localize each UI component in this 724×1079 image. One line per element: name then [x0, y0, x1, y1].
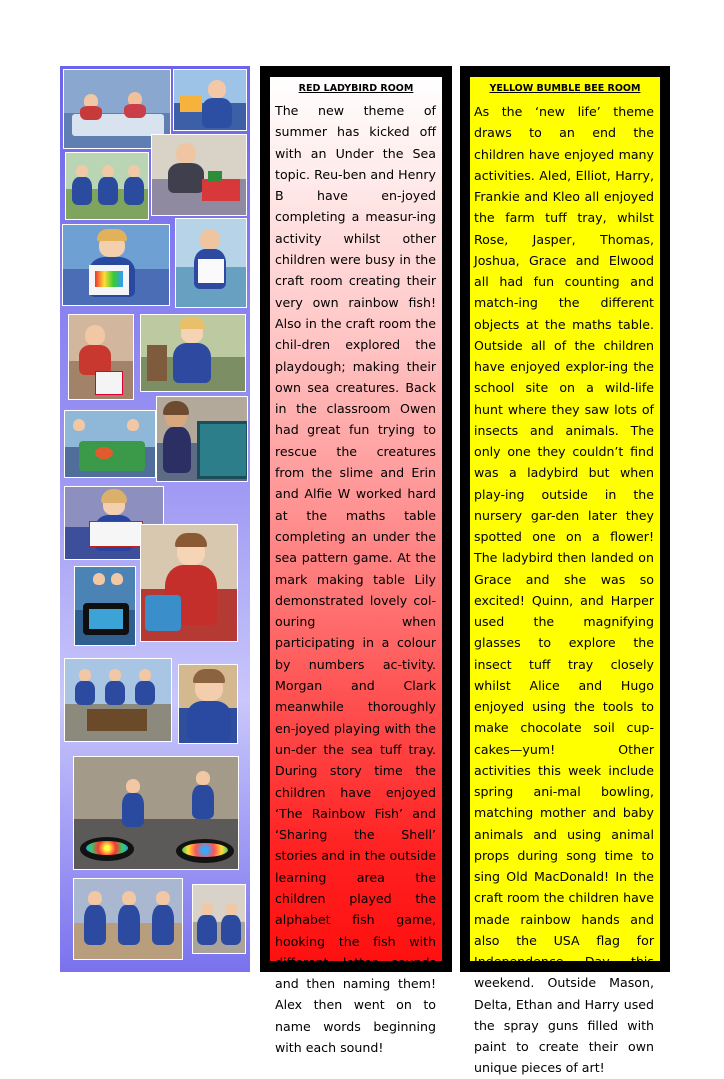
yellow-bumble-bee-room-panel — [460, 66, 670, 1076]
yellow-bumble-bee-room-content — [470, 77, 660, 1076]
photo-girl-with-rainbow-fish — [62, 224, 170, 306]
photo-collage — [60, 66, 250, 972]
photo-child-with-fish-bag — [68, 314, 134, 400]
photo-girls-with-flags — [73, 878, 183, 960]
photo-boy-closeup — [178, 664, 238, 744]
red-ladybird-room-text: The new theme of summer has kicked off with an Under the Sea topic. Reu-ben and Henry B have en-joyed completing a measur-ing activity whilst other children were busy in the craft room creating their very own rainbow fish! Also in the craft room the chil-dren explored the playdough; making their own sea creatures. Back in the classroom Owen had great fun trying to rescue the creatures from the slime and Erin and Alfie W worked hard at the maths table completing an under the sea pattern game. At the mark making table Lily demonstrated lovely col-ouring when participating in a colour by numbers ac-tivity. Morgan and Clark meanwhile thoroughly en-joyed playing with the un-der the sea tuff tray. During story time the children have enjoyed ‘The Rainbow Fish’ and ‘Sharing the Shell’ stories and in the outside learning area the children played the alphabet fish game, hooking the fish with different letter sounds and then naming them! Alex then went on to name words beginning with each sound! — [275, 103, 436, 1056]
photo-fish-game — [73, 756, 239, 870]
yellow-bumble-bee-room-title: YELLOW BUMBLE BEE ROOM — [489, 83, 641, 94]
photo-two-children-corridor — [192, 884, 246, 954]
red-ladybird-room-content — [270, 77, 442, 1056]
photo-sea-tuff-tray — [64, 410, 156, 478]
photo-sea-tray-bowl — [74, 566, 136, 646]
red-ladybird-room-title: RED LADYBIRD ROOM — [298, 83, 414, 94]
yellow-bumble-bee-room-text: As the ‘new life’ theme draws to an end the children have enjoyed many activities. Aled, Elliot, Harry, Frankie and Kleo all enjoyed the farm tuff tray, whilst Rose, Jasper, Thomas, Joshua, Grace and Elwood all had fun counting and match-ing the different objects at the maths table. Outside all of the children have enjoyed explor-ing the school site on a wild-life hunt where they saw lots of insects and animals. The only one they couldn’t find was a ladybird but when play-ing outside in the nursery gar-den later they spotted one on a flower! The ladybird then landed on Grace and she was so excited! Quinn, and Harper used the magnifying glasses to explore the insect tuff tray closely whilst Alice and Hugo enjoyed using the tools to make chocolate soil cup-cakes—yum! Other activities this week include spring ani-mal bowling, matching mother and baby animals and using animal props during song time to sing Old MacDonald! In the craft room the children have made rainbow hands and also the USA flag for Independence Day this weekend. Outside Mason, Delta, Ethan and Harry used the spray guns filled with paint to create their own unique pieces of art! — [474, 104, 654, 1076]
red-ladybird-room-panel — [260, 66, 452, 1056]
photo-boy-at-table — [151, 134, 247, 216]
photo-boy-with-sheet — [175, 218, 247, 308]
photo-boy-tuff-tray — [140, 524, 238, 642]
photo-boy-with-craft — [173, 69, 247, 131]
photo-children-playdough — [140, 314, 246, 392]
photo-garden-group — [64, 658, 172, 742]
photo-three-children — [65, 152, 149, 220]
photo-girl-at-screen — [156, 396, 248, 482]
